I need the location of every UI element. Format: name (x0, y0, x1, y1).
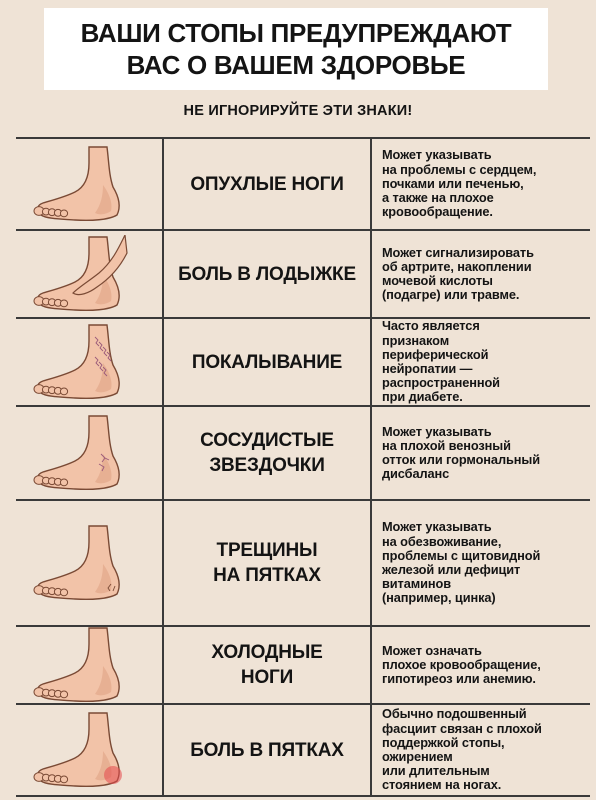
symptom-illustration (16, 501, 164, 625)
symptom-description-line: нейропатии — (382, 361, 473, 376)
symptom-description-line: фасциит связан с плохой (382, 720, 542, 736)
symptom-description-line: гипотиреоз или анемию. (382, 671, 536, 687)
symptom-description-line: плохое кровообращение, (382, 656, 541, 672)
symptom-description (372, 407, 590, 499)
symptom-description-line: Может сигнализировать (382, 244, 534, 260)
cold-foot-icon (29, 626, 149, 704)
symptom-row (16, 407, 590, 501)
symptom-name-line: ХОЛОДНЫЕ (211, 642, 323, 663)
symptom-illustration (16, 319, 164, 405)
symptom-name (164, 627, 372, 703)
symptom-description-line: на обезвоживание, (382, 533, 502, 549)
symptom-row (16, 627, 590, 705)
symptom-description-line: Может указывать (382, 147, 492, 163)
symptom-description-line: Может указывать (382, 519, 492, 535)
symptom-illustration (16, 231, 164, 317)
symptom-description-line: Может означать (382, 642, 482, 658)
symptom-description-line: ожирением (382, 749, 453, 764)
symptom-illustration (16, 705, 164, 795)
symptom-description-line: отток или гормональный (382, 452, 540, 467)
symptom-description-line: периферической (382, 346, 489, 362)
symptom-description (372, 627, 590, 703)
symptom-description (372, 231, 590, 317)
symptom-name-line: НА ПЯТКАХ (213, 565, 321, 586)
page-title-line-2: ВАС О ВАШЕМ ЗДОРОВЬЕ (126, 50, 466, 80)
symptom-name-line: ТРЕЩИНЫ (216, 540, 318, 561)
symptom-description (372, 705, 590, 795)
symptom-name (164, 501, 372, 625)
symptom-description-line: (например, цинка) (382, 590, 496, 606)
symptom-description-line: а также на плохое (382, 190, 494, 206)
symptom-row (16, 231, 590, 319)
symptom-name (164, 231, 372, 317)
symptom-description-line: распространенной (382, 375, 500, 391)
ankle-pain-foot-icon (29, 235, 149, 313)
symptom-row (16, 139, 590, 231)
symptom-name-line: ЗВЕЗДОЧКИ (209, 455, 325, 476)
symptom-description-line: дисбаланс (382, 466, 450, 482)
symptom-description-line: признаком (382, 332, 450, 348)
page-subtitle: НЕ ИГНОРИРУЙТЕ ЭТИ ЗНАКИ! (183, 103, 413, 119)
symptom-description-line: на плохой венозный (382, 437, 511, 453)
symptom-description (372, 139, 590, 229)
symptom-description-line: проблемы с щитовидной (382, 547, 541, 563)
symptom-name-line: БОЛЬ В ЛОДЫЖКЕ (178, 263, 356, 285)
title-box (44, 8, 548, 90)
symptom-description (372, 501, 590, 625)
heel-pain-foot-icon (29, 711, 149, 789)
symptom-description-line: поддержкой стопы, (382, 734, 505, 750)
symptom-description-line: Обычно подошвенный (382, 706, 527, 722)
symptom-description-line: витаминов (382, 576, 451, 592)
symptom-description-line: Часто является (382, 318, 480, 334)
symptom-illustration (16, 407, 164, 499)
symptom-table (16, 137, 590, 797)
spider-veins-foot-icon (29, 414, 149, 492)
symptom-description-line: на проблемы с сердцем, (382, 161, 537, 177)
cracked-heel-foot-icon (29, 524, 149, 602)
symptom-row (16, 501, 590, 627)
symptom-illustration (16, 139, 164, 229)
symptom-description-line: железой или дефицит (382, 562, 521, 577)
symptom-description (372, 319, 590, 405)
symptom-description-line: (подагре) или травме. (382, 287, 520, 303)
symptom-description-line: почками или печенью, (382, 175, 524, 191)
symptom-description-line: при диабете. (382, 389, 463, 405)
symptom-description-line: кровообращение. (382, 204, 493, 220)
symptom-name (164, 139, 372, 229)
symptom-row (16, 705, 590, 795)
symptom-name-line: СОСУДИСТЫЕ (200, 430, 334, 451)
symptom-description-line: стоянием на ногах. (382, 777, 502, 793)
symptom-name-line: ОПУХЛЫЕ НОГИ (190, 173, 344, 195)
symptom-name (164, 407, 372, 499)
page-title-line-1: ВАШИ СТОПЫ ПРЕДУПРЕЖДАЮТ (80, 18, 512, 48)
symptom-row (16, 319, 590, 407)
symptom-name (164, 705, 372, 795)
symptom-name-line: ПОКАЛЫВАНИЕ (191, 351, 343, 373)
symptom-description-line: Может указывать (382, 423, 492, 439)
symptom-description-line: или длительным (382, 763, 490, 779)
symptom-name-line: НОГИ (240, 667, 294, 688)
tingling-foot-icon (29, 323, 149, 401)
symptom-description-line: мочевой кислоты (382, 273, 493, 288)
symptom-name-line: БОЛЬ В ПЯТКАХ (190, 739, 344, 761)
symptom-name (164, 319, 372, 405)
swollen-foot-icon (29, 145, 149, 223)
symptom-illustration (16, 627, 164, 703)
symptom-description-line: об артрите, накоплении (382, 258, 532, 274)
